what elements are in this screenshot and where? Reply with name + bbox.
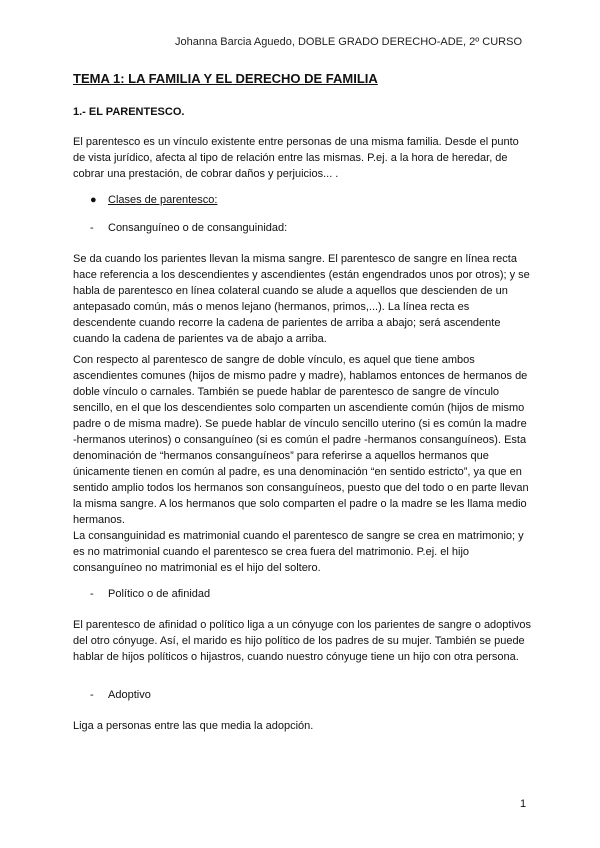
dash-icon: - [90,588,94,600]
running-header: Johanna Barcia Aguedo, DOBLE GRADO DERECHO-ADE, 2º CURSO [175,36,522,48]
bullet-dot-icon: ● [90,194,97,206]
page-title: TEMA 1: LA FAMILIA Y EL DERECHO DE FAMILIA [73,71,378,86]
bullet-item-clases [90,194,217,206]
dash-icon: - [90,222,94,234]
list-item-afinidad [90,588,210,600]
list-item-label: Político o de afinidad [108,588,211,600]
paragraph-afinidad: El parentesco de afinidad o político liga a un cónyuge con los parientes de sangre o adoptivos del otro cónyuge. Así, el marido es hijo político de los padres de su mujer. También se puede hablar de hijos políticos o hijastros, cuando nuestro cónyuge tiene un hijo con otra persona. [73,619,532,663]
list-item-label: Adoptivo [108,689,151,701]
paragraph-consanguineo-1: Se da cuando los parientes llevan la misma sangre. El parentesco de sangre en línea recta hace referencia a los descendientes y ascendientes (están engendrados unos por otros); y se habla de parentesco en línea colateral cuando se alude a aquellos que descienden de un antepasado común, más o menos lejano (hermanos, primos,...). La línea recta es descendente cuando recorre la cadena de parientes de arriba a abajo; será ascendente cuando la cadena de parientes va de abajo a arriba. [73,253,530,345]
list-item-adoptivo [90,689,151,701]
dash-icon: - [90,689,94,701]
list-item-consanguineo [90,222,287,234]
paragraph-consanguineo-2: Con respecto al parentesco de sangre de doble vínculo, es aquel que tiene ambos ascendientes comunes (hijos de mismo padre y madre), hablamos entonces de hermanos de doble vínculo o carnales. También se puede hablar de parentesco de sangre de vínculo sencillo, en el que los descendientes solo comparten un ascendiente común (hijos de mismo padre o de misma madre). Se puede hablar de vínculo sencillo uterino (si es común la madre -hermanos uterinos) o consanguíneo (si es común el padre -hermanos consanguíneos). Esta denominación de “hermanos consanguíneos” para referirse a aquellos hermanos que únicamente tienen en común al padre, es una denominación “en sentido estricto”, ya que en sentido amplio todos los hermanos son consanguíneos, puesto que del todo o en parte llevan la misma sangre. A los hermanos que solo comparten el padre o la madre se les llama medio hermanos. [73,354,529,526]
paragraph-consanguineo-3: La consanguinidad es matrimonial cuando el parentesco de sangre se crea en matrimonio; y es no matrimonial cuando el parentesco se crea fuera del matrimonio. P.ej. el hijo consanguíneo no matrimonial es el hijo del soltero. [73,530,524,574]
section-heading: 1.- EL PARENTESCO. [73,106,185,118]
list-item-label: Consanguíneo o de consanguinidad: [108,222,288,234]
page-number: 1 [520,798,527,810]
intro-paragraph: El parentesco es un vínculo existente entre personas de una misma familia. Desde el punto de vista jurídico, afecta al tipo de relación entre las mismas. P.ej. a la hora de heredar, de cobrar una prestación, de cobrar daños y perjuicios... . [73,136,519,180]
bullet-label: Clases de parentesco: [108,194,218,206]
paragraph-adoptivo: Liga a personas entre las que media la adopción. [73,720,314,732]
